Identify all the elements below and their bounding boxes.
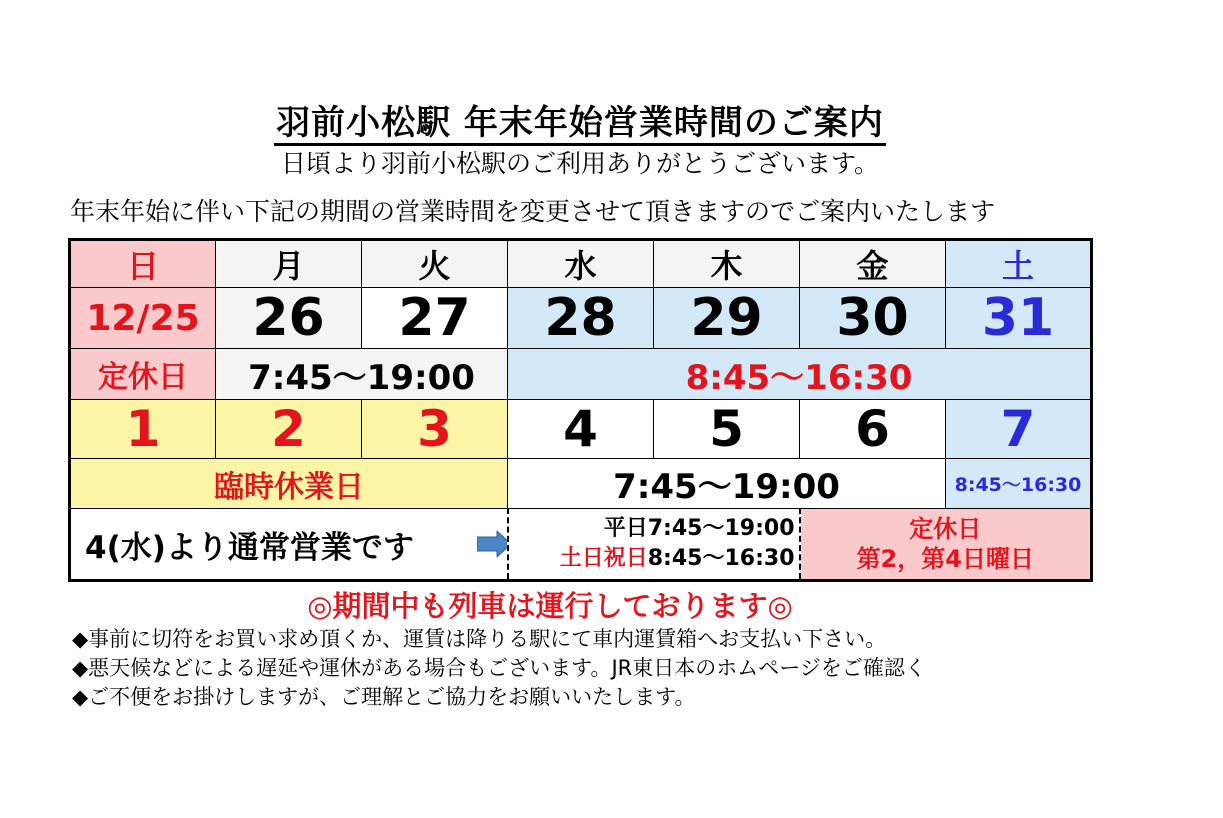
weekday-sun: 日: [70, 240, 216, 288]
hours-cell: 8:45～16:30: [946, 459, 1092, 509]
weekday-sat: 土: [946, 240, 1092, 288]
normal-hours-row: [70, 509, 1092, 581]
date-cell: 2: [216, 400, 362, 459]
normal-business-cell: [70, 509, 508, 581]
week2-dates-row: [70, 400, 1092, 459]
hours-cell: 8:45～16:30: [508, 349, 1092, 400]
date-cell: 1: [70, 400, 216, 459]
holiday-hours-line: [509, 544, 795, 574]
note-item: ◆ご不便をお掛けしますが、ご理解とご協力をお願いいたします。: [72, 685, 696, 709]
notes-list: [72, 625, 1092, 712]
page-title-text: 羽前小松駅 年末年始営業時間のご案内: [274, 103, 886, 146]
date-cell: 7: [946, 400, 1092, 459]
holiday-cell: 臨時休業日: [70, 459, 508, 509]
weekday-tue: 火: [362, 240, 508, 288]
weekday-mon: 月: [216, 240, 362, 288]
regular-closed-cell: [800, 509, 1092, 581]
weekday-fri: 金: [800, 240, 946, 288]
week2-hours-row: [70, 459, 1092, 509]
week1-hours-row: [70, 349, 1092, 400]
date-cell: 28: [508, 288, 654, 349]
weekday-wed: 水: [508, 240, 654, 288]
hours-cell: 7:45～19:00: [508, 459, 946, 509]
date-cell: 12/25: [70, 288, 216, 349]
date-cell: 27: [362, 288, 508, 349]
date-cell: 31: [946, 288, 1092, 349]
date-cell: 26: [216, 288, 362, 349]
date-cell: 4: [508, 400, 654, 459]
page-title: [0, 95, 1160, 144]
date-cell: 3: [362, 400, 508, 459]
normal-business-text: 4(水)より通常営業です: [85, 529, 414, 566]
date-cell: 6: [800, 400, 946, 459]
note-item: ◆悪天候などによる遅延や運休がある場合もございます。JR東日本のホムページをご確認く: [72, 656, 926, 680]
closed-label: 定休日: [909, 515, 982, 543]
date-cell: 5: [654, 400, 800, 459]
holiday-label: 土日祝日: [559, 546, 648, 571]
closed-day-cell: 定休日: [70, 349, 216, 400]
greeting-text: 日頃より羽前小松駅のご利用ありがとうございます。: [280, 149, 879, 178]
weekday-header-row: [70, 240, 1092, 288]
hours-cell: 7:45～19:00: [216, 349, 508, 400]
schedule-table: [68, 238, 1093, 582]
arrow-right-icon: [477, 531, 508, 557]
holiday-hours-text: 8:45～16:30: [647, 546, 795, 571]
note-item: ◆事前に切符をお買い求め頂くか、運賃は降りる駅にて車内運賃箱へお支払い下さい。: [72, 627, 887, 651]
normal-schedule-cell: [508, 509, 800, 581]
lead-text: 年末年始に伴い下記の期間の営業時間を変更させて頂きますのでご案内いたします: [70, 197, 996, 226]
closed-days-text: 第2，第4日曜日: [856, 545, 1034, 573]
train-notice: ◎期間中も列車は運行しております◎: [307, 589, 793, 623]
date-cell: 30: [800, 288, 946, 349]
date-cell: 29: [654, 288, 800, 349]
week1-dates-row: [70, 288, 1092, 349]
weekday-hours-text: 平日7:45～19:00: [603, 516, 795, 541]
weekday-thu: 木: [654, 240, 800, 288]
